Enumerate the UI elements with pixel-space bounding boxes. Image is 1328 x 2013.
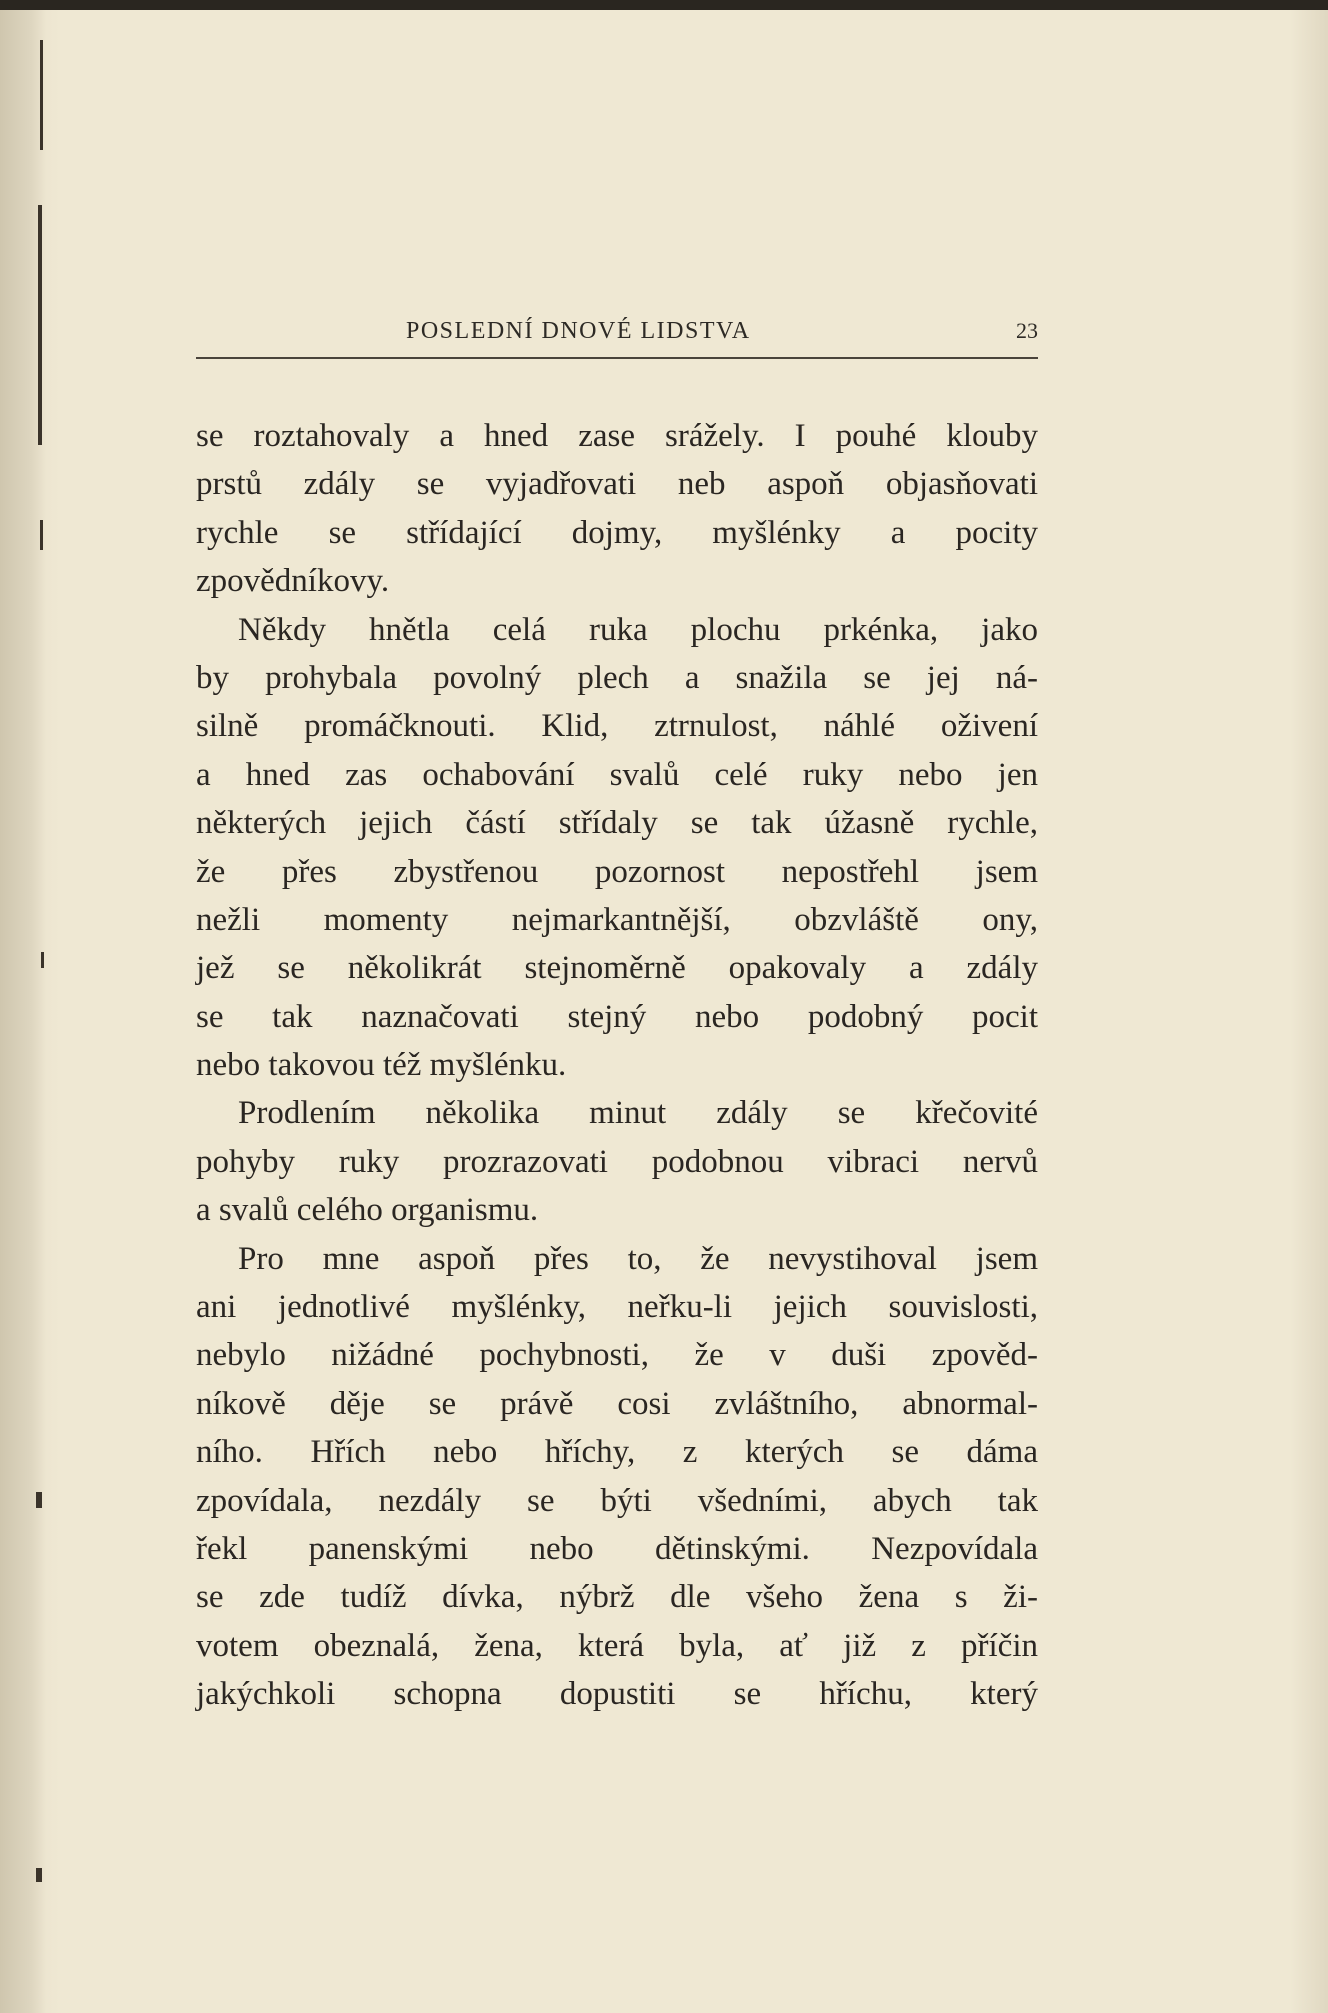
text-line: a svalů celého organismu.: [196, 1192, 539, 1229]
text-line: níkově děje se právě cosi zvláštního, abnormal-: [196, 1385, 1038, 1422]
text-line: se tak naznačovati stejný nebo podobný pocit: [196, 998, 1038, 1035]
text-line: votem obeznalá, žena, která byla, ať již z příčin: [196, 1627, 1038, 1664]
text-line: řekl panenskými nebo dětinskými. Nezpovídala: [196, 1530, 1038, 1567]
binding-mark: [36, 1492, 42, 1508]
text-line: Pro mne aspoň přes to, že nevystihoval jsem: [238, 1240, 1038, 1277]
text-line: nebo takovou též myšlénku.: [196, 1047, 567, 1084]
text-line: některých jejich částí střídaly se tak úžasně rychle,: [196, 805, 1038, 842]
text-line: jež se několikrát stejnoměrně opakovaly a zdály: [196, 950, 1038, 987]
text-line: ani jednotlivé myšlénky, neřku-li jejich souvislosti,: [196, 1289, 1038, 1326]
text-line: prstů zdály se vyjadřovati neb aspoň objasňovati: [196, 466, 1038, 503]
running-header: [196, 318, 1038, 358]
binding-mark: [40, 520, 43, 550]
binding-mark: [36, 1868, 42, 1882]
text-line: silně promáčknouti. Klid, ztrnulost, náhlé oživení: [196, 708, 1038, 745]
page-number: 23: [1016, 318, 1038, 343]
text-line: nežli momenty nejmarkantnější, obzvláště ony,: [196, 901, 1038, 938]
text-line: jakýchkoli schopna dopustiti se hříchu, který: [196, 1676, 1038, 1713]
text-line: se zde tudíž dívka, nýbrž dle všeho žena s ži-: [196, 1579, 1038, 1616]
text-line: by prohybala povolný plech a snažila se jej ná-: [196, 659, 1038, 696]
body-text: [196, 412, 1038, 1719]
binding-mark: [40, 40, 43, 150]
text-line: Prodlením několika minut zdály se křečovité: [238, 1095, 1038, 1132]
text-line: ního. Hřích nebo hříchy, z kterých se dáma: [196, 1434, 1038, 1471]
text-line: že přes zbystřenou pozornost nepostřehl jsem: [196, 853, 1038, 890]
binding-mark: [41, 952, 44, 968]
binding-mark: [38, 205, 42, 445]
text-line: a hned zas ochabování svalů celé ruky nebo jen: [196, 756, 1038, 793]
text-line: pohyby ruky prozrazovati podobnou vibraci nervů: [196, 1143, 1038, 1180]
text-line: nebylo nižádné pochybnosti, že v duši zpověd-: [196, 1337, 1038, 1374]
text-line: Někdy hnětla celá ruka plochu prkénka, jako: [238, 611, 1038, 648]
running-title: POSLEDNÍ DNOVÉ LIDSTVA: [406, 318, 751, 344]
text-line: zpovídala, nezdály se býti všedními, abych tak: [196, 1482, 1038, 1519]
text-line: se roztahovaly a hned zase srážely. I pouhé klouby: [196, 418, 1038, 454]
text-line: rychle se střídající dojmy, myšlénky a pocity: [196, 514, 1038, 551]
text-line: zpovědníkovy.: [196, 563, 390, 600]
header-rule: [196, 357, 1038, 359]
